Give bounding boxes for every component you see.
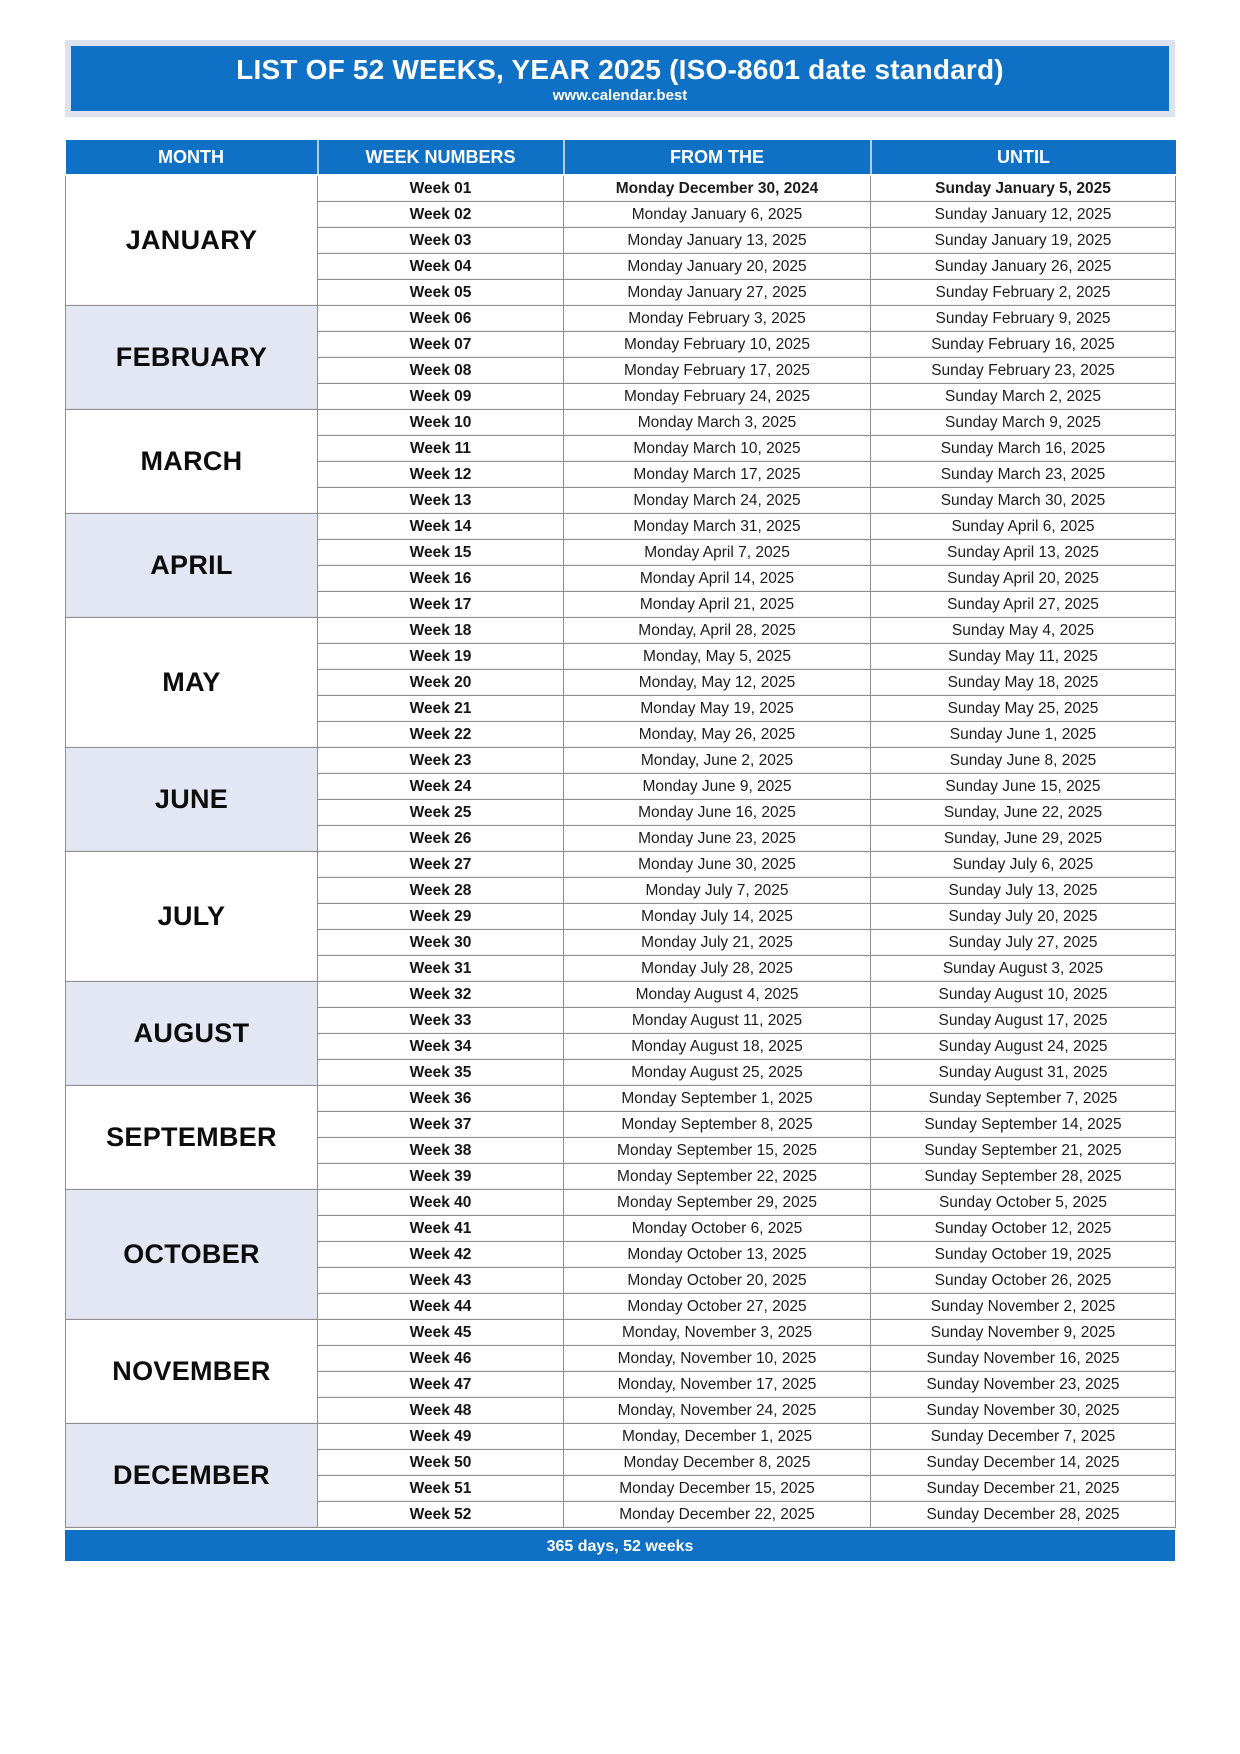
from-date-cell: Monday February 10, 2025 xyxy=(564,332,871,358)
until-date-cell: Sunday April 6, 2025 xyxy=(871,514,1176,540)
from-date-cell: Monday January 6, 2025 xyxy=(564,202,871,228)
until-date-cell: Sunday November 23, 2025 xyxy=(871,1372,1176,1398)
from-date-cell: Monday August 25, 2025 xyxy=(564,1060,871,1086)
until-date-cell: Sunday July 20, 2025 xyxy=(871,904,1176,930)
from-date-cell: Monday September 1, 2025 xyxy=(564,1086,871,1112)
week-number-cell: Week 26 xyxy=(318,826,564,852)
week-number-cell: Week 21 xyxy=(318,696,564,722)
month-cell: OCTOBER xyxy=(66,1190,318,1320)
week-number-cell: Week 37 xyxy=(318,1112,564,1138)
until-date-cell: Sunday April 27, 2025 xyxy=(871,592,1176,618)
week-number-cell: Week 28 xyxy=(318,878,564,904)
week-number-cell: Week 16 xyxy=(318,566,564,592)
until-date-cell: Sunday January 19, 2025 xyxy=(871,228,1176,254)
from-date-cell: Monday June 9, 2025 xyxy=(564,774,871,800)
until-date-cell: Sunday May 4, 2025 xyxy=(871,618,1176,644)
from-date-cell: Monday, November 10, 2025 xyxy=(564,1346,871,1372)
week-row xyxy=(66,618,1176,644)
week-number-cell: Week 30 xyxy=(318,930,564,956)
until-date-cell: Sunday July 27, 2025 xyxy=(871,930,1176,956)
from-date-cell: Monday December 22, 2025 xyxy=(564,1502,871,1528)
from-date-cell: Monday, May 5, 2025 xyxy=(564,644,871,670)
column-header-until: UNTIL xyxy=(871,140,1176,175)
month-cell: DECEMBER xyxy=(66,1424,318,1528)
week-number-cell: Week 31 xyxy=(318,956,564,982)
from-date-cell: Monday March 24, 2025 xyxy=(564,488,871,514)
from-date-cell: Monday, November 24, 2025 xyxy=(564,1398,871,1424)
from-date-cell: Monday September 8, 2025 xyxy=(564,1112,871,1138)
from-date-cell: Monday August 11, 2025 xyxy=(564,1008,871,1034)
week-number-cell: Week 10 xyxy=(318,410,564,436)
until-date-cell: Sunday March 23, 2025 xyxy=(871,462,1176,488)
week-number-cell: Week 15 xyxy=(318,540,564,566)
until-date-cell: Sunday December 21, 2025 xyxy=(871,1476,1176,1502)
week-number-cell: Week 05 xyxy=(318,280,564,306)
from-date-cell: Monday February 3, 2025 xyxy=(564,306,871,332)
week-number-cell: Week 49 xyxy=(318,1424,564,1450)
week-row xyxy=(66,514,1176,540)
week-number-cell: Week 03 xyxy=(318,228,564,254)
from-date-cell: Monday May 19, 2025 xyxy=(564,696,871,722)
until-date-cell: Sunday February 23, 2025 xyxy=(871,358,1176,384)
week-number-cell: Week 46 xyxy=(318,1346,564,1372)
month-cell: MAY xyxy=(66,618,318,748)
week-number-cell: Week 45 xyxy=(318,1320,564,1346)
week-number-cell: Week 19 xyxy=(318,644,564,670)
until-date-cell: Sunday January 5, 2025 xyxy=(871,175,1176,202)
week-row xyxy=(66,1424,1176,1450)
until-date-cell: Sunday May 25, 2025 xyxy=(871,696,1176,722)
week-number-cell: Week 01 xyxy=(318,175,564,202)
until-date-cell: Sunday July 13, 2025 xyxy=(871,878,1176,904)
week-row xyxy=(66,306,1176,332)
until-date-cell: Sunday June 1, 2025 xyxy=(871,722,1176,748)
month-cell: SEPTEMBER xyxy=(66,1086,318,1190)
from-date-cell: Monday April 14, 2025 xyxy=(564,566,871,592)
from-date-cell: Monday September 29, 2025 xyxy=(564,1190,871,1216)
week-number-cell: Week 13 xyxy=(318,488,564,514)
from-date-cell: Monday February 24, 2025 xyxy=(564,384,871,410)
week-number-cell: Week 34 xyxy=(318,1034,564,1060)
week-row xyxy=(66,1190,1176,1216)
week-number-cell: Week 27 xyxy=(318,852,564,878)
footer-summary: 365 days, 52 weeks xyxy=(65,1528,1175,1561)
until-date-cell: Sunday June 15, 2025 xyxy=(871,774,1176,800)
until-date-cell: Sunday November 9, 2025 xyxy=(871,1320,1176,1346)
week-number-cell: Week 04 xyxy=(318,254,564,280)
week-number-cell: Week 20 xyxy=(318,670,564,696)
week-number-cell: Week 18 xyxy=(318,618,564,644)
from-date-cell: Monday January 27, 2025 xyxy=(564,280,871,306)
week-number-cell: Week 06 xyxy=(318,306,564,332)
from-date-cell: Monday, November 3, 2025 xyxy=(564,1320,871,1346)
month-cell: JULY xyxy=(66,852,318,982)
month-cell: MARCH xyxy=(66,410,318,514)
week-number-cell: Week 12 xyxy=(318,462,564,488)
page-title: LIST OF 52 WEEKS, YEAR 2025 (ISO-8601 date standard) xyxy=(236,54,1004,85)
from-date-cell: Monday July 21, 2025 xyxy=(564,930,871,956)
until-date-cell: Sunday May 11, 2025 xyxy=(871,644,1176,670)
until-date-cell: Sunday October 19, 2025 xyxy=(871,1242,1176,1268)
week-number-cell: Week 41 xyxy=(318,1216,564,1242)
until-date-cell: Sunday August 3, 2025 xyxy=(871,956,1176,982)
from-date-cell: Monday September 15, 2025 xyxy=(564,1138,871,1164)
week-number-cell: Week 24 xyxy=(318,774,564,800)
from-date-cell: Monday October 27, 2025 xyxy=(564,1294,871,1320)
week-number-cell: Week 25 xyxy=(318,800,564,826)
until-date-cell: Sunday March 30, 2025 xyxy=(871,488,1176,514)
from-date-cell: Monday June 16, 2025 xyxy=(564,800,871,826)
from-date-cell: Monday October 20, 2025 xyxy=(564,1268,871,1294)
from-date-cell: Monday March 10, 2025 xyxy=(564,436,871,462)
from-date-cell: Monday April 7, 2025 xyxy=(564,540,871,566)
week-number-cell: Week 33 xyxy=(318,1008,564,1034)
month-cell: JUNE xyxy=(66,748,318,852)
until-date-cell: Sunday September 21, 2025 xyxy=(871,1138,1176,1164)
weeks-table xyxy=(65,140,1176,1528)
week-number-cell: Week 29 xyxy=(318,904,564,930)
from-date-cell: Monday, December 1, 2025 xyxy=(564,1424,871,1450)
month-cell: FEBRUARY xyxy=(66,306,318,410)
until-date-cell: Sunday October 5, 2025 xyxy=(871,1190,1176,1216)
until-date-cell: Sunday May 18, 2025 xyxy=(871,670,1176,696)
weeks-table-section xyxy=(65,140,1175,1561)
until-date-cell: Sunday, June 22, 2025 xyxy=(871,800,1176,826)
week-number-cell: Week 51 xyxy=(318,1476,564,1502)
from-date-cell: Monday December 8, 2025 xyxy=(564,1450,871,1476)
week-number-cell: Week 07 xyxy=(318,332,564,358)
until-date-cell: Sunday, June 29, 2025 xyxy=(871,826,1176,852)
until-date-cell: Sunday February 9, 2025 xyxy=(871,306,1176,332)
until-date-cell: Sunday September 7, 2025 xyxy=(871,1086,1176,1112)
week-number-cell: Week 38 xyxy=(318,1138,564,1164)
from-date-cell: Monday January 13, 2025 xyxy=(564,228,871,254)
until-date-cell: Sunday September 28, 2025 xyxy=(871,1164,1176,1190)
until-date-cell: Sunday September 14, 2025 xyxy=(871,1112,1176,1138)
until-date-cell: Sunday April 20, 2025 xyxy=(871,566,1176,592)
weeks-table-body xyxy=(66,175,1176,1528)
week-row xyxy=(66,410,1176,436)
from-date-cell: Monday, June 2, 2025 xyxy=(564,748,871,774)
week-row xyxy=(66,175,1176,202)
week-number-cell: Week 32 xyxy=(318,982,564,1008)
week-number-cell: Week 11 xyxy=(318,436,564,462)
until-date-cell: Sunday November 30, 2025 xyxy=(871,1398,1176,1424)
from-date-cell: Monday, May 12, 2025 xyxy=(564,670,871,696)
month-cell: AUGUST xyxy=(66,982,318,1086)
from-date-cell: Monday September 22, 2025 xyxy=(564,1164,871,1190)
until-date-cell: Sunday August 17, 2025 xyxy=(871,1008,1176,1034)
title-banner xyxy=(65,40,1175,117)
until-date-cell: Sunday December 28, 2025 xyxy=(871,1502,1176,1528)
until-date-cell: Sunday December 7, 2025 xyxy=(871,1424,1176,1450)
week-number-cell: Week 40 xyxy=(318,1190,564,1216)
from-date-cell: Monday June 23, 2025 xyxy=(564,826,871,852)
from-date-cell: Monday, April 28, 2025 xyxy=(564,618,871,644)
week-number-cell: Week 42 xyxy=(318,1242,564,1268)
from-date-cell: Monday July 28, 2025 xyxy=(564,956,871,982)
until-date-cell: Sunday August 10, 2025 xyxy=(871,982,1176,1008)
until-date-cell: Sunday February 16, 2025 xyxy=(871,332,1176,358)
week-number-cell: Week 23 xyxy=(318,748,564,774)
column-header-from-the: FROM THE xyxy=(564,140,871,175)
week-number-cell: Week 22 xyxy=(318,722,564,748)
from-date-cell: Monday July 14, 2025 xyxy=(564,904,871,930)
week-number-cell: Week 43 xyxy=(318,1268,564,1294)
week-number-cell: Week 48 xyxy=(318,1398,564,1424)
week-row xyxy=(66,748,1176,774)
until-date-cell: Sunday December 14, 2025 xyxy=(871,1450,1176,1476)
until-date-cell: Sunday January 26, 2025 xyxy=(871,254,1176,280)
from-date-cell: Monday April 21, 2025 xyxy=(564,592,871,618)
from-date-cell: Monday December 30, 2024 xyxy=(564,175,871,202)
until-date-cell: Sunday August 24, 2025 xyxy=(871,1034,1176,1060)
from-date-cell: Monday, November 17, 2025 xyxy=(564,1372,871,1398)
week-number-cell: Week 50 xyxy=(318,1450,564,1476)
week-row xyxy=(66,982,1176,1008)
until-date-cell: Sunday August 31, 2025 xyxy=(871,1060,1176,1086)
week-number-cell: Week 44 xyxy=(318,1294,564,1320)
until-date-cell: Sunday October 26, 2025 xyxy=(871,1268,1176,1294)
until-date-cell: Sunday November 16, 2025 xyxy=(871,1346,1176,1372)
week-number-cell: Week 36 xyxy=(318,1086,564,1112)
until-date-cell: Sunday June 8, 2025 xyxy=(871,748,1176,774)
from-date-cell: Monday January 20, 2025 xyxy=(564,254,871,280)
week-row xyxy=(66,852,1176,878)
column-header-week-numbers: WEEK NUMBERS xyxy=(318,140,564,175)
from-date-cell: Monday March 17, 2025 xyxy=(564,462,871,488)
until-date-cell: Sunday January 12, 2025 xyxy=(871,202,1176,228)
week-number-cell: Week 17 xyxy=(318,592,564,618)
table-header-row xyxy=(66,140,1176,175)
week-number-cell: Week 52 xyxy=(318,1502,564,1528)
week-row xyxy=(66,1320,1176,1346)
week-number-cell: Week 09 xyxy=(318,384,564,410)
week-number-cell: Week 02 xyxy=(318,202,564,228)
from-date-cell: Monday October 13, 2025 xyxy=(564,1242,871,1268)
until-date-cell: Sunday July 6, 2025 xyxy=(871,852,1176,878)
column-header-month: MONTH xyxy=(66,140,318,175)
until-date-cell: Sunday March 2, 2025 xyxy=(871,384,1176,410)
from-date-cell: Monday August 4, 2025 xyxy=(564,982,871,1008)
week-number-cell: Week 47 xyxy=(318,1372,564,1398)
until-date-cell: Sunday November 2, 2025 xyxy=(871,1294,1176,1320)
from-date-cell: Monday June 30, 2025 xyxy=(564,852,871,878)
site-url: www.calendar.best xyxy=(552,87,688,104)
week-row xyxy=(66,1086,1176,1112)
week-number-cell: Week 39 xyxy=(318,1164,564,1190)
from-date-cell: Monday, May 26, 2025 xyxy=(564,722,871,748)
from-date-cell: Monday December 15, 2025 xyxy=(564,1476,871,1502)
from-date-cell: Monday March 3, 2025 xyxy=(564,410,871,436)
until-date-cell: Sunday October 12, 2025 xyxy=(871,1216,1176,1242)
week-number-cell: Week 35 xyxy=(318,1060,564,1086)
until-date-cell: Sunday March 16, 2025 xyxy=(871,436,1176,462)
month-cell: JANUARY xyxy=(66,175,318,306)
week-number-cell: Week 14 xyxy=(318,514,564,540)
from-date-cell: Monday February 17, 2025 xyxy=(564,358,871,384)
until-date-cell: Sunday February 2, 2025 xyxy=(871,280,1176,306)
week-number-cell: Week 08 xyxy=(318,358,564,384)
from-date-cell: Monday July 7, 2025 xyxy=(564,878,871,904)
until-date-cell: Sunday April 13, 2025 xyxy=(871,540,1176,566)
from-date-cell: Monday August 18, 2025 xyxy=(564,1034,871,1060)
month-cell: NOVEMBER xyxy=(66,1320,318,1424)
from-date-cell: Monday March 31, 2025 xyxy=(564,514,871,540)
month-cell: APRIL xyxy=(66,514,318,618)
from-date-cell: Monday October 6, 2025 xyxy=(564,1216,871,1242)
until-date-cell: Sunday March 9, 2025 xyxy=(871,410,1176,436)
